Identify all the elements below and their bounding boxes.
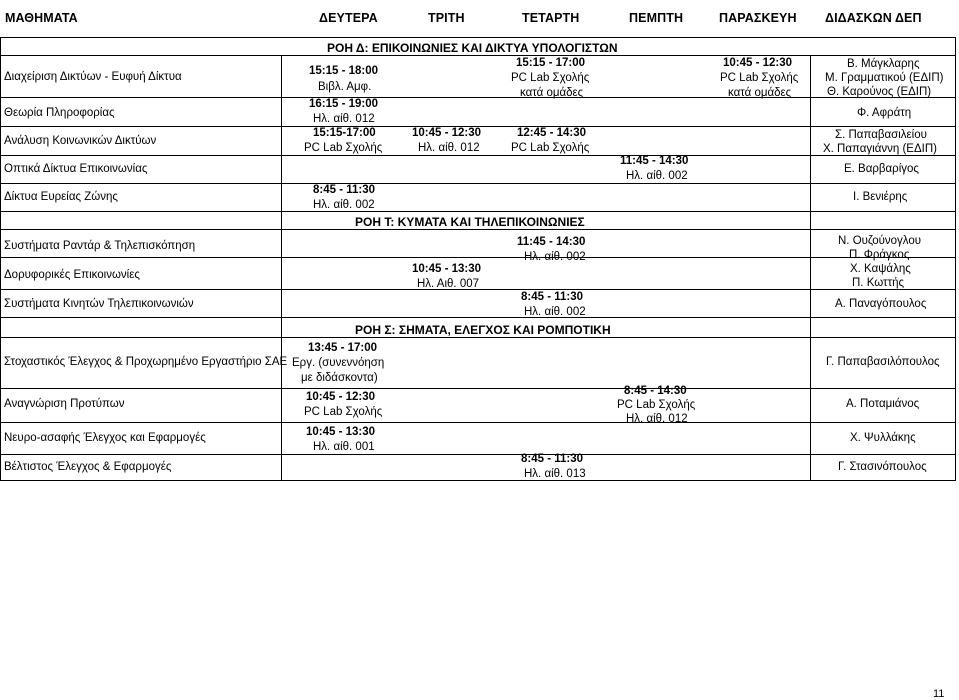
header-friday: ΠΑΡΑΣΚΕΥΗ bbox=[719, 11, 797, 25]
course-name: Αναγνώριση Προτύπων bbox=[4, 398, 125, 410]
teacher-name: Ι. Βενιέρης bbox=[853, 191, 908, 203]
time-slot: 15:15-17:00 bbox=[313, 127, 376, 139]
room: Ηλ. Αιθ. 007 bbox=[417, 278, 480, 290]
time-slot: 16:15 - 19:00 bbox=[309, 98, 379, 110]
course-name: Συστήματα Ραντάρ & Τηλεπισκόπηση bbox=[4, 240, 196, 252]
teacher-name: Χ. Παπαγιάννη (ΕΔΙΠ) bbox=[823, 143, 937, 155]
course-name: Θεωρία Πληροφορίας bbox=[4, 107, 115, 119]
course-name: Ανάλυση Κοινωνικών Δικτύων bbox=[4, 135, 157, 147]
course-name: Οπτικά Δίκτυα Επικοινωνίας bbox=[4, 163, 148, 175]
teacher-name: Π. Κωττής bbox=[852, 277, 905, 289]
room: Βιβλ. Αμφ. bbox=[318, 81, 372, 93]
room: κατά ομάδες bbox=[728, 87, 792, 99]
time-slot: 11:45 - 14:30 bbox=[620, 155, 689, 167]
room: Ηλ. αίθ. 001 bbox=[313, 441, 375, 453]
header-wednesday: ΤΕΤΑΡΤΗ bbox=[522, 11, 580, 25]
teacher-name: Μ. Γραμματικού (ΕΔΙΠ) bbox=[825, 72, 944, 84]
room: PC Lab Σχολής bbox=[511, 142, 590, 154]
course-name: Βέλτιστος Έλεγχος & Εφαρμογές bbox=[4, 461, 172, 473]
teacher-name: Β. Μάγκλαρης bbox=[847, 58, 920, 70]
room: Ηλ. αίθ. 002 bbox=[626, 170, 688, 182]
time-slot: 10:45 - 12:30 bbox=[723, 57, 793, 69]
course-name: Νευρο-ασαφής Έλεγχος και Εφαρμογές bbox=[4, 432, 206, 444]
teacher-name: Α. Ποταμιάνος bbox=[846, 398, 920, 410]
course-name: Συστήματα Κινητών Τηλεπικοινωνιών bbox=[4, 298, 194, 310]
course-name: Στοχαστικός Έλεγχος & Προχωρημένο Εργαστήριο ΣΑΕ bbox=[4, 356, 288, 368]
room: Ηλ. αίθ. 013 bbox=[524, 468, 586, 480]
time-slot: 8:45 - 14:30 bbox=[624, 385, 687, 397]
course-name: Διαχείριση Δικτύων - Ευφυή Δίκτυα bbox=[4, 71, 182, 83]
room: Ηλ. αίθ. 002 bbox=[524, 306, 586, 318]
course-name: Δίκτυα Ευρείας Ζώνης bbox=[4, 191, 118, 203]
course-name: Δορυφορικές Επικοινωνίες bbox=[4, 269, 140, 281]
teacher-name: Γ. Παπαβασιλόπουλος bbox=[826, 356, 940, 368]
time-slot: 15:15 - 17:00 bbox=[516, 57, 586, 69]
time-slot: 8:45 - 11:30 bbox=[521, 453, 584, 465]
teacher-name: Χ. Καψάλης bbox=[850, 263, 911, 275]
teacher-name: Φ. Αφράτη bbox=[857, 107, 912, 119]
header-courses: ΜΑΘΗΜΑΤΑ bbox=[5, 11, 78, 25]
section-title-d: ΡΟΗ Δ: ΕΠΙΚΟΙΝΩΝΙΕΣ ΚΑΙ ΔΙΚΤΥΑ ΥΠΟΛΟΓΙΣΤΩΝ bbox=[327, 41, 618, 55]
time-slot: 8:45 - 11:30 bbox=[313, 184, 376, 196]
room: PC Lab Σχολής bbox=[304, 142, 383, 154]
teacher-name: Ε. Βαρβαρίγος bbox=[844, 163, 919, 175]
teacher-name: Σ. Παπαβασιλείου bbox=[835, 129, 927, 141]
room: PC Lab Σχολής bbox=[617, 399, 696, 411]
time-slot: 11:45 - 14:30 bbox=[517, 236, 586, 248]
room: PC Lab Σχολής bbox=[511, 72, 590, 84]
header-tuesday: ΤΡΙΤΗ bbox=[428, 11, 465, 25]
teacher-name: Ν. Ουζούνογλου bbox=[838, 235, 922, 247]
time-slot: 10:45 - 13:30 bbox=[306, 426, 376, 438]
time-slot: 13:45 - 17:00 bbox=[308, 342, 378, 354]
time-slot: 10:45 - 12:30 bbox=[306, 391, 376, 403]
time-slot: 10:45 - 12:30 bbox=[412, 127, 482, 139]
section-title-s: ΡΟΗ Σ: ΣΗΜΑΤΑ, ΕΛΕΓΧΟΣ ΚΑΙ ΡΟΜΠΟΤΙΚΗ bbox=[355, 323, 611, 337]
room: Ηλ. αίθ. 012 bbox=[626, 413, 688, 425]
room: PC Lab Σχολής bbox=[720, 72, 799, 84]
room: Ηλ. αίθ. 002 bbox=[313, 199, 375, 211]
time-slot: 12:45 - 14:30 bbox=[517, 127, 587, 139]
header-teachers: ΔΙΔΑΣΚΩΝ ΔΕΠ bbox=[825, 11, 922, 25]
time-slot: 15:15 - 18:00 bbox=[309, 65, 379, 77]
header-thursday: ΠΕΜΠΤΗ bbox=[629, 11, 684, 25]
teacher-name: Α. Παναγόπουλος bbox=[835, 298, 927, 310]
time-slot: 8:45 - 11:30 bbox=[521, 291, 584, 303]
room: Εργ. (συνεννόηση bbox=[292, 357, 385, 369]
room: με διδάσκοντα) bbox=[301, 372, 378, 384]
section-title-t: ΡΟΗ Τ: ΚΥΜΑΤΑ ΚΑΙ ΤΗΛΕΠΙΚΟΙΝΩΝΙΕΣ bbox=[355, 215, 585, 229]
teacher-name: Θ. Καρούνος (ΕΔΙΠ) bbox=[827, 86, 932, 98]
room: PC Lab Σχολής bbox=[304, 406, 383, 418]
room: Ηλ. αίθ. 002 bbox=[524, 251, 586, 263]
teacher-name: Χ. Ψυλλάκης bbox=[850, 432, 916, 444]
page-number: 11 bbox=[933, 688, 945, 700]
room: Ηλ. αίθ. 012 bbox=[313, 113, 375, 125]
teacher-name: Γ. Στασινόπουλος bbox=[838, 461, 927, 473]
room: Ηλ. αίθ. 012 bbox=[418, 142, 480, 154]
teacher-name: Π. Φράγκος bbox=[849, 249, 910, 261]
header-bar bbox=[0, 0, 959, 37]
room: κατά ομάδες bbox=[520, 87, 584, 99]
time-slot: 10:45 - 13:30 bbox=[412, 263, 482, 275]
header-monday: ΔΕΥΤΕΡΑ bbox=[319, 11, 378, 25]
